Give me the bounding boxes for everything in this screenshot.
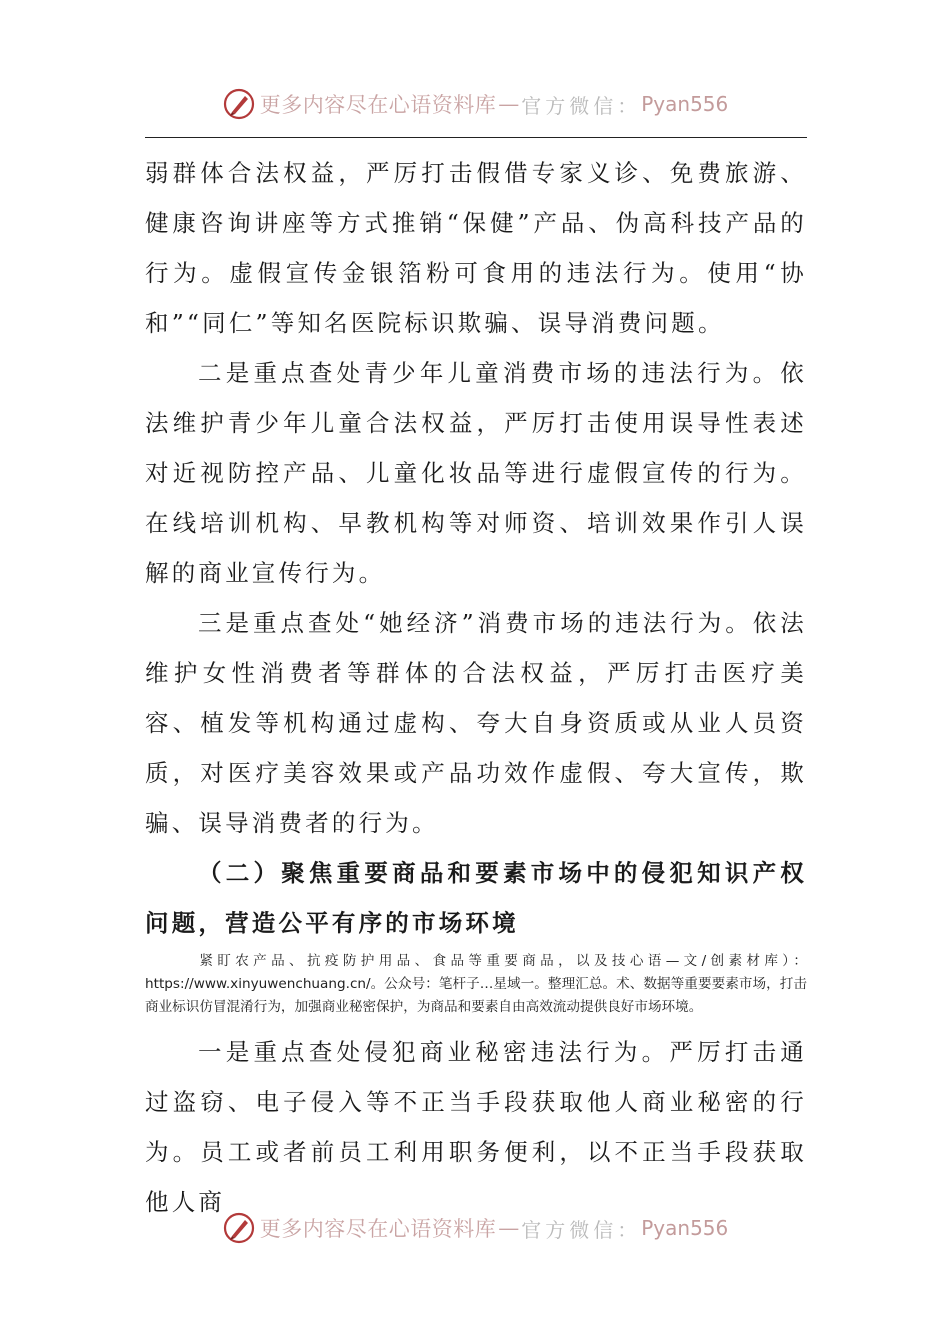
banner-brand-text: 更多内容尽在心语资料库 — [259, 93, 497, 117]
pen-logo-icon — [222, 87, 256, 121]
section-heading: （二）聚焦重要商品和要素市场中的侵犯知识产权问题，营造公平有序的市场环境 — [145, 859, 807, 937]
header-rule — [145, 137, 807, 138]
banner-wechat-id: Pyan556 — [641, 1216, 729, 1240]
banner-brand-text: 更多内容尽在心语资料库 — [259, 1217, 497, 1241]
paragraph-trade-secrets: 一是重点查处侵犯商业秘密违法行为。严厉打击通过盗窃、电子侵入等不正当手段获取他人商业秘密的行为。员工或者前员工利用职务便利，以不正当手段获取他人商 — [145, 1038, 807, 1216]
banner-wechat-id: Pyan556 — [641, 92, 729, 116]
banner-separator: — — [498, 1216, 520, 1240]
inserted-small-paragraph — [145, 950, 807, 1019]
paragraph-youth-market: 二是重点查处青少年儿童消费市场的违法行为。依法维护青少年儿童合法权益，严厉打击使用误导性表述对近视防控产品、儿童化妆品等进行虚假宣传的行为。在线培训机构、早教机构等对师资、培训效果作引人误解的商业宣传行为。 — [145, 359, 807, 587]
document-body — [145, 148, 807, 1227]
pen-logo-icon — [222, 1211, 256, 1245]
banner-separator: — — [498, 92, 520, 116]
paragraph-her-economy: 三是重点查处“她经济”消费市场的违法行为。依法维护女性消费者等群体的合法权益，严厉打击医疗美容、植发等机构通过虚构、夸大自身资质或从业人员资质，对医疗美容效果或产品功效作虚假、夸大宣传，欺骗、误导消费者的行为。 — [145, 609, 807, 837]
banner-official-label: 官方微信： — [521, 1217, 642, 1242]
paragraph-continuation: 弱群体合法权益，严厉打击假借专家义诊、免费旅游、健康咨询讲座等方式推销“保健”产品、伪高科技产品的行为。虚假宣传金银箔粉可食用的违法行为。使用“协和”“同仁”等知名医院标识欺骗、误导消费问题。 — [145, 159, 807, 337]
banner-official-label: 官方微信： — [521, 93, 642, 118]
footer-banner — [0, 1206, 950, 1250]
header-banner — [0, 82, 950, 126]
small-paragraph-text: 紧盯农产品、抗疫防护用品、食品等重要商品，以及技心语—文/创素材库）：https://www.xinyuwenchuang.cn/。公众号：笔杆子…星域一。整理汇总。术、数据等重要要素市场，打击商业标识仿冒混淆行为，加强商业秘密保护，为商品和要素自由高效流动提供良好市场环境。 — [145, 953, 807, 1015]
